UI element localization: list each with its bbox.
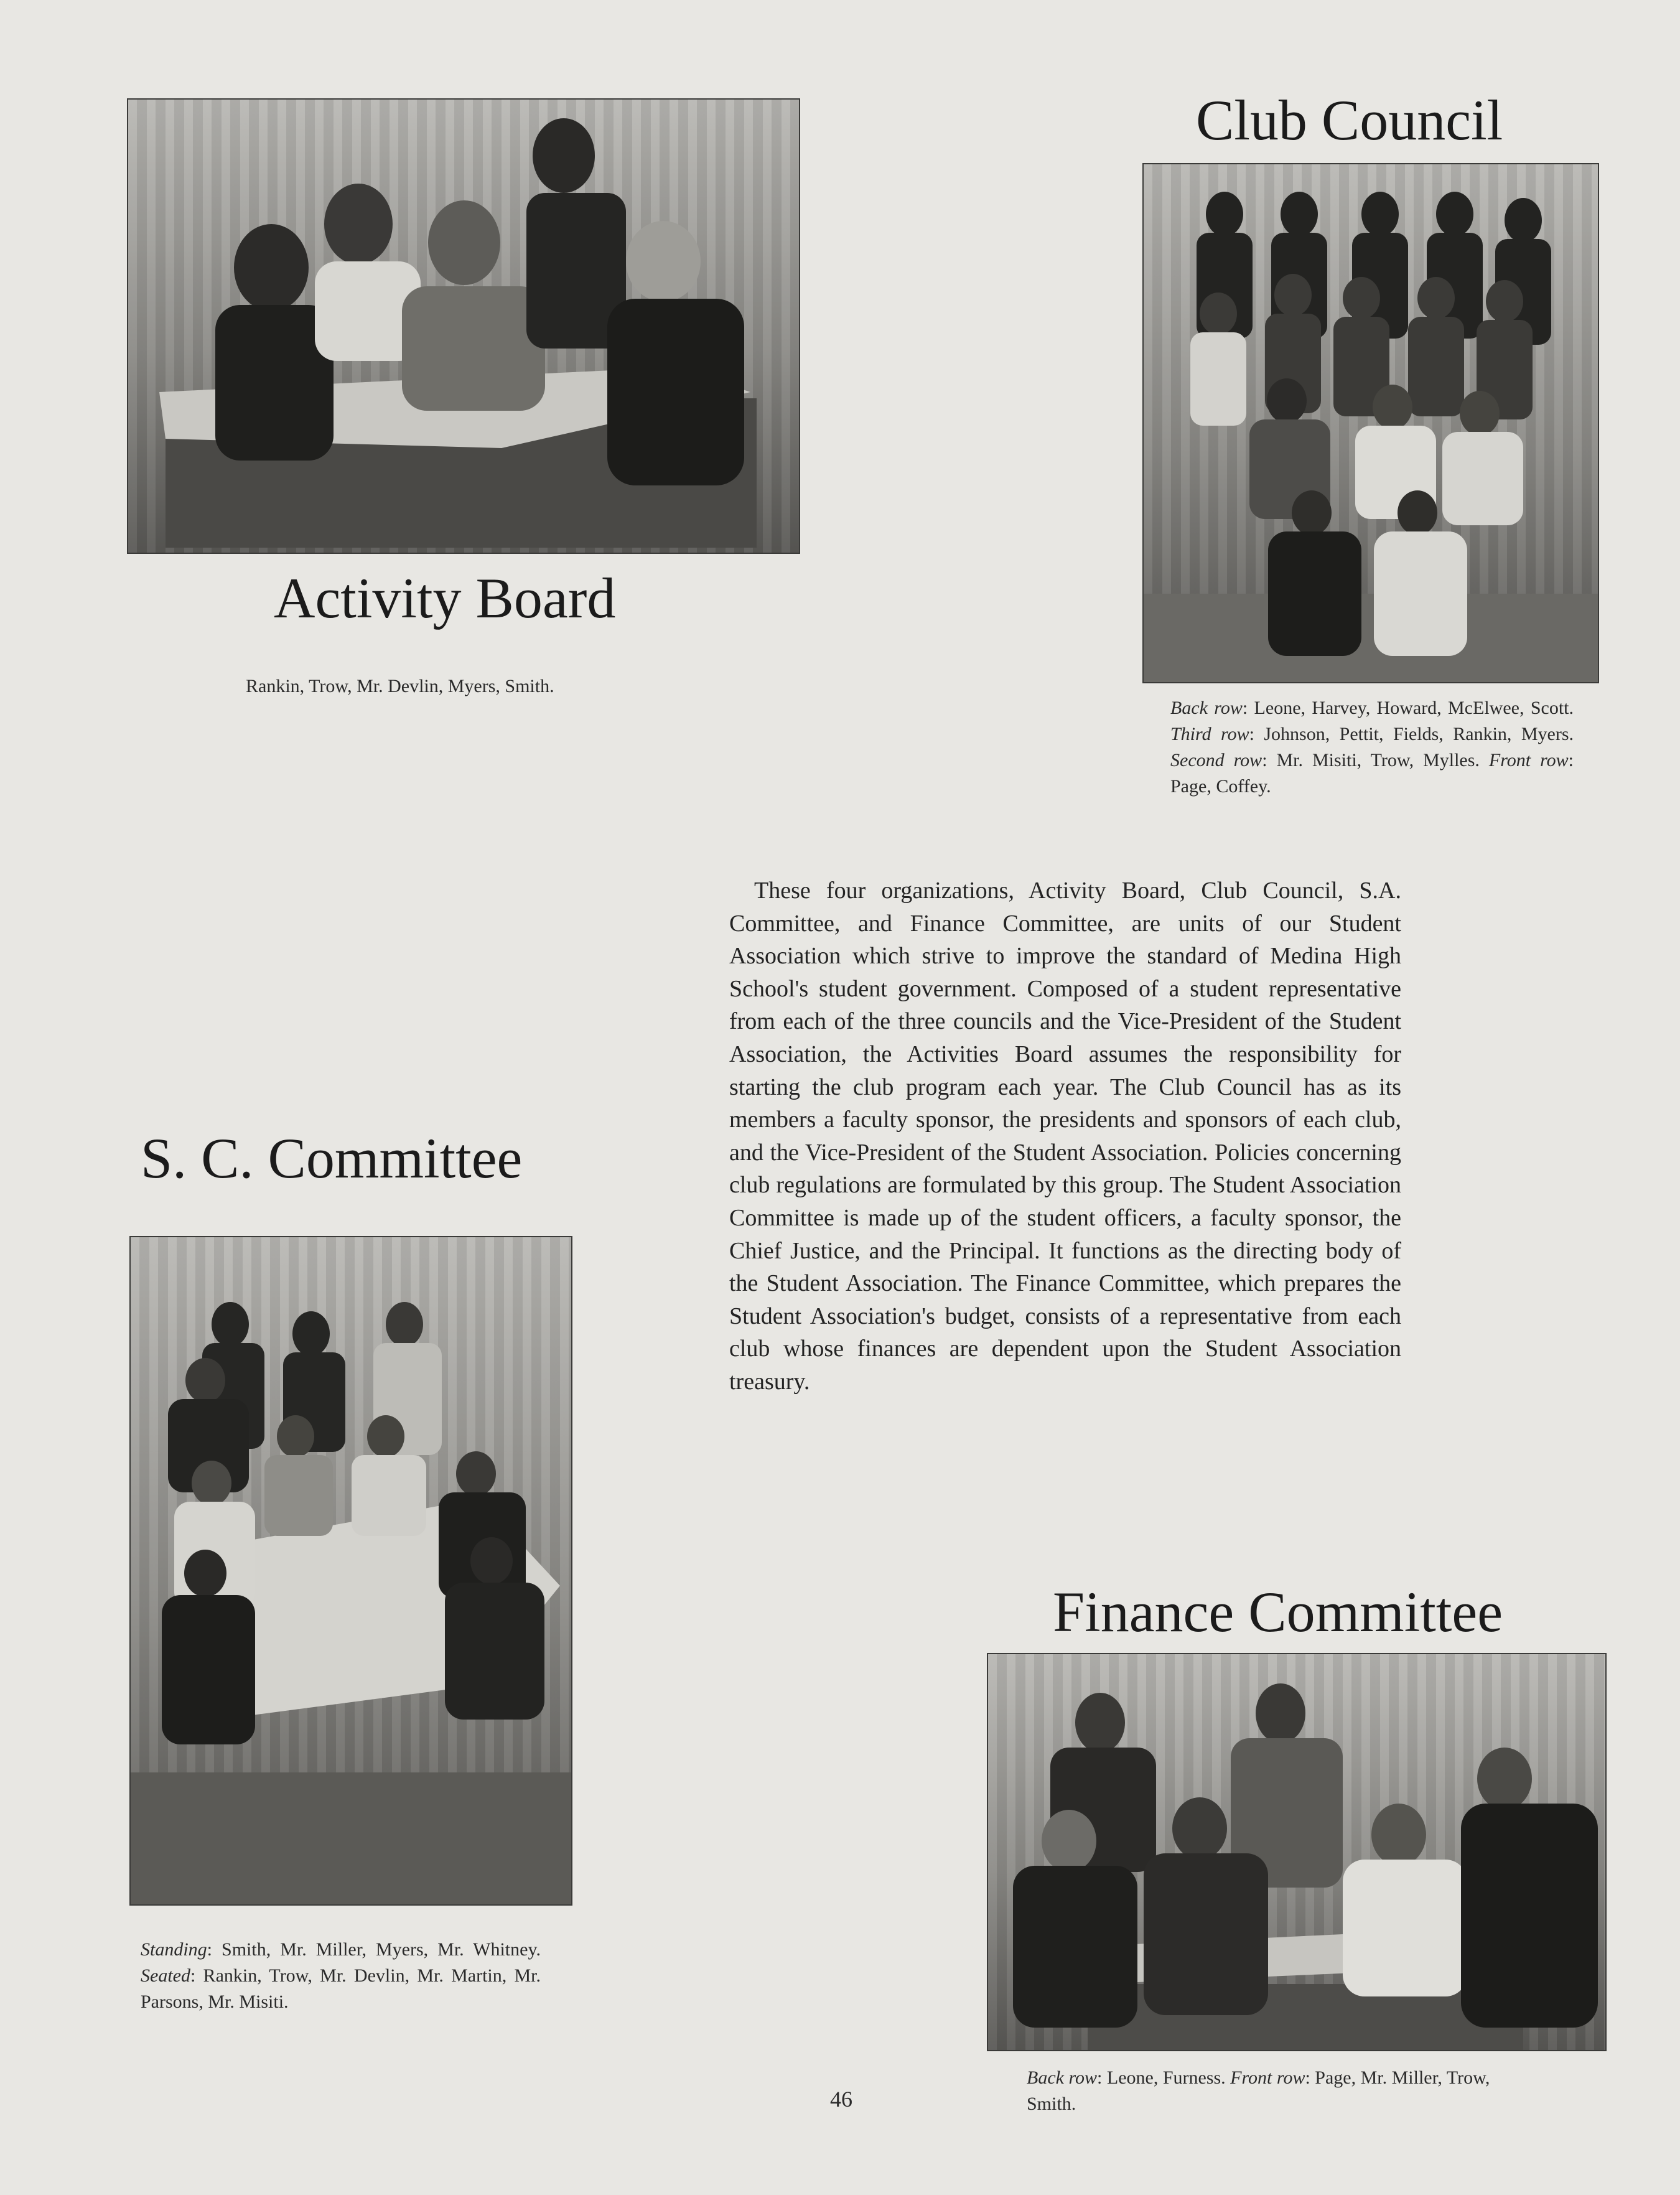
finance-committee-title: Finance Committee <box>1053 1580 1503 1644</box>
sc-committee-caption-names: : Smith, Mr. Miller, Myers, Mr. Whitney. <box>207 1939 541 1960</box>
sc-committee-caption-label: Standing <box>141 1939 207 1960</box>
club-council-caption <box>1170 695 1574 800</box>
club-council-caption-names: : Johnson, Pettit, Fields, Rankin, Myers. <box>1249 724 1574 744</box>
sc-committee-caption-label: Seated <box>141 1965 190 1986</box>
club-council-caption-names: : Page, Coffey. <box>1170 750 1574 797</box>
club-council-title: Club Council <box>1196 88 1503 152</box>
finance-committee-caption <box>1027 2065 1543 2117</box>
club-council-photo <box>1142 163 1599 683</box>
finance-committee-photo <box>987 1653 1607 2051</box>
finance-committee-caption-names: : Page, Mr. Miller, Trow, Smith. <box>1027 2067 1490 2114</box>
body-text: These four organizations, Activity Board, Club Council, S.A. Committee, and Finance Committee, are units of our Student Association which strive to improve the standard of Medina High School's student government. Composed of a student representative from each of the three councils and the Vice-President of the Student Association, the Activities Board assumes the responsibility for starting the club program each year. The Club Council has as its members a faculty sponsor, the presidents and sponsors of each club, and the Vice-President of the Student Association. Policies concerning club regulations are formulated by this group. The Student Association Committee is made up of the student officers, a faculty sponsor, the Chief Justice, and the Principal. It functions as the directing body of the Student Association. The Finance Committee, which prepares the Student Association's budget, consists of a representative from each club whose finances are dependent upon the Student Association treasury. <box>729 878 1401 1395</box>
activity-board-caption: Rankin, Trow, Mr. Devlin, Myers, Smith. <box>246 676 554 696</box>
club-council-caption-label: Back row <box>1170 698 1243 718</box>
sc-committee-title: S. C. Committee <box>141 1126 523 1190</box>
sc-committee-photo <box>129 1236 572 1906</box>
club-council-caption-names: : Leone, Harvey, Howard, McElwee, Scott. <box>1242 698 1574 718</box>
club-council-caption-label: Front row <box>1488 750 1569 770</box>
finance-committee-caption-label: Back row <box>1027 2067 1098 2088</box>
finance-committee-caption-label: Front row <box>1230 2067 1305 2088</box>
activity-board-photo <box>127 98 800 554</box>
club-council-caption-label: Second row <box>1170 750 1262 770</box>
page-number: 46 <box>830 2087 852 2112</box>
club-council-caption-names: : Mr. Misiti, Trow, Mylles. <box>1262 750 1489 770</box>
sc-committee-caption <box>141 1937 541 2015</box>
club-council-caption-label: Third row <box>1170 724 1249 744</box>
finance-committee-caption-names: : Leone, Furness. <box>1097 2067 1231 2088</box>
sc-committee-caption-names: : Rankin, Trow, Mr. Devlin, Mr. Martin, Mr. Parsons, Mr. Misiti. <box>141 1965 541 2012</box>
activity-board-title: Activity Board <box>274 566 616 630</box>
